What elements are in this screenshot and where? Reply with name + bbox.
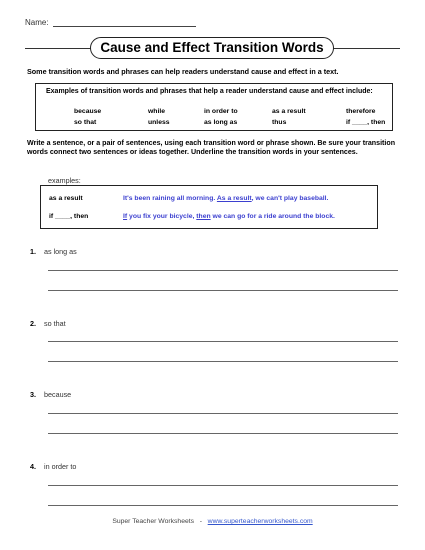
transition-words-box [35, 83, 393, 131]
example-2-underlined: If [123, 213, 128, 220]
word-thus: thus [272, 119, 287, 126]
question-4-number: 4. [30, 462, 36, 471]
question-1-number: 1. [30, 247, 36, 256]
answer-line-4a[interactable] [48, 485, 398, 486]
footer-url-link[interactable]: www.superteacherworksheets.com [207, 518, 313, 525]
name-blank-line[interactable] [53, 26, 196, 27]
answer-line-3b[interactable] [48, 433, 398, 434]
answer-line-1a[interactable] [48, 270, 398, 271]
answer-line-2b[interactable] [48, 361, 398, 362]
answer-line-1b[interactable] [48, 290, 398, 291]
intro-text: Some transition words and phrases can help readers understand cause and effect in a text. [27, 67, 339, 76]
example-2-underlined-2: then [196, 213, 211, 220]
word-as-long-as: as long as [204, 119, 238, 126]
word-because: because [74, 108, 102, 115]
footer-brand: Super Teacher Worksheets [112, 518, 195, 525]
example-1-underlined: As a result [216, 195, 252, 202]
example-term-as-a-result: as a result [49, 195, 83, 202]
question-1-text: as long as [44, 247, 77, 256]
word-so-that: so that [74, 119, 97, 126]
word-while: while [148, 108, 165, 115]
word-in-order-to: in order to [204, 108, 238, 115]
example-sentence-1 [123, 195, 328, 202]
question-2-text: so that [44, 319, 66, 328]
word-therefore: therefore [346, 108, 376, 115]
transition-words-heading: Examples of transition words and phrases that help a reader understand cause and effect include: [46, 88, 373, 95]
footer-separator: - [199, 518, 202, 525]
answer-line-3a[interactable] [48, 413, 398, 414]
question-3-number: 3. [30, 390, 36, 399]
word-unless: unless [148, 119, 170, 126]
answer-line-4b[interactable] [48, 505, 398, 506]
instructions-text: Write a sentence, or a pair of sentences, using each transition word or phrase shown. Be sure your transition words connect two sentences or ideas together. Underline the transition words in your sentences. [27, 139, 396, 156]
example-sentence-2 [123, 213, 335, 220]
word-as-a-result: as a result [272, 108, 306, 115]
examples-label: examples: [48, 176, 81, 185]
example-1-pre: It's been raining all morning. [123, 195, 217, 202]
name-label: Name: [25, 18, 49, 27]
footer [0, 518, 425, 525]
example-2-post: we can go for a ride around the block. [210, 213, 335, 220]
example-2-mid: you fix your bicycle, [127, 213, 197, 220]
question-4-text: in order to [44, 462, 77, 471]
examples-box [40, 185, 378, 229]
question-2-number: 2. [30, 319, 36, 328]
example-1-post: , we can't play baseball. [251, 195, 329, 202]
answer-line-2a[interactable] [48, 341, 398, 342]
question-3-text: because [44, 390, 72, 399]
page-title: Cause and Effect Transition Words [90, 37, 334, 59]
example-term-if-then: if ____, then [49, 213, 89, 220]
word-if-then: if ____, then [346, 119, 386, 126]
